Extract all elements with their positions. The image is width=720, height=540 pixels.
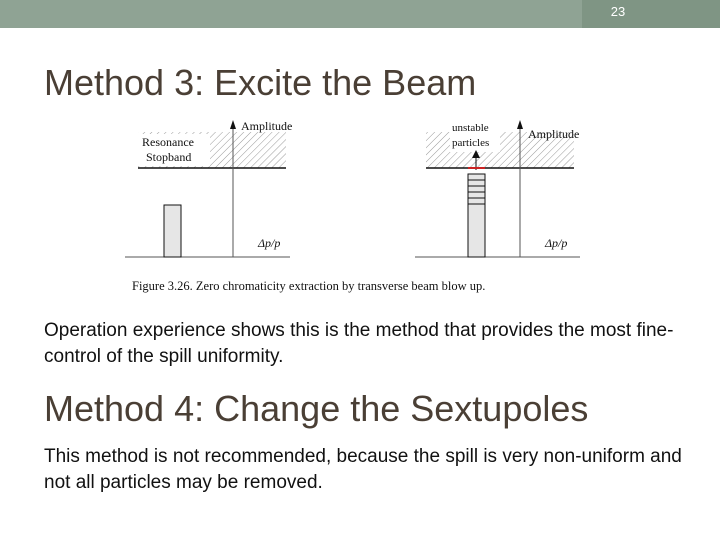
figure-caption: Figure 3.26. Zero chromaticity extraction by transverse beam blow up. bbox=[132, 279, 486, 293]
right-diagram bbox=[415, 120, 580, 257]
left-amplitude-label: Amplitude bbox=[241, 119, 293, 133]
heading-method-3: Method 3: Excite the Beam bbox=[44, 62, 477, 103]
paragraph-operation-experience: Operation experience shows this is the method that provides the most fine-control of the spill uniformity. bbox=[44, 320, 674, 367]
left-x-label: Δp/p bbox=[258, 236, 281, 250]
figure-3-26 bbox=[110, 110, 610, 300]
right-x-label: Δp/p bbox=[545, 236, 568, 250]
left-band-label-1: Resonance bbox=[142, 135, 194, 149]
right-amplitude-label: Amplitude bbox=[528, 127, 580, 141]
heading-method-4: Method 4: Change the Sextupoles bbox=[44, 388, 589, 429]
right-band-label-1: unstable bbox=[452, 122, 489, 134]
slide-number: 23 bbox=[610, 4, 626, 19]
paragraph-not-recommended: This method is not recommended, because the spill is very non-uniform and not all particles may be removed. bbox=[44, 446, 682, 493]
left-beam-bar bbox=[164, 205, 181, 257]
left-y-arrow bbox=[230, 120, 236, 129]
left-band-label-2: Stopband bbox=[146, 150, 192, 164]
right-y-arrow bbox=[517, 120, 523, 129]
left-diagram bbox=[125, 119, 292, 257]
right-band-label-2: particles bbox=[452, 137, 490, 149]
